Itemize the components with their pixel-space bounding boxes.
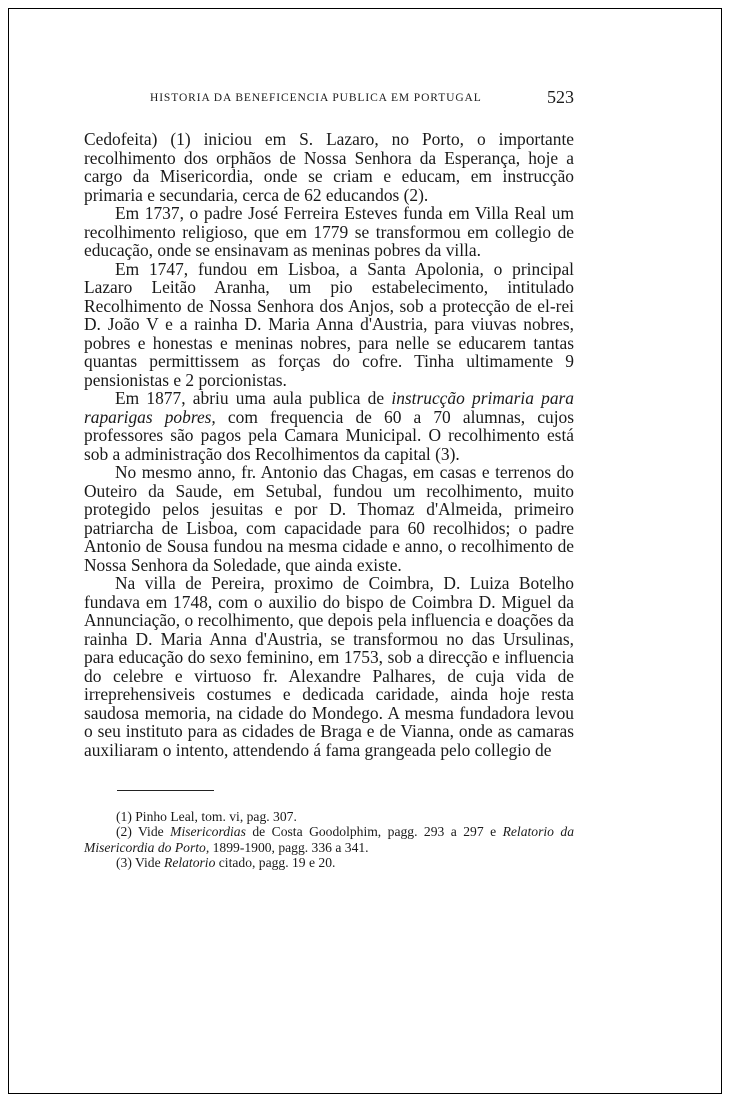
footnotes	[84, 809, 574, 871]
running-title: HISTORIA DA BENEFICENCIA PUBLICA EM PORTUGAL	[150, 92, 482, 104]
paragraph	[84, 130, 574, 204]
footnote	[84, 855, 574, 870]
text-run: 1899-1900, pagg. 336 a 341.	[209, 839, 369, 855]
footnote	[84, 809, 574, 824]
paragraph	[84, 204, 574, 260]
page-header	[84, 86, 574, 108]
text-run: de Costa Goodolphim, pagg. 293 a 297 e	[245, 824, 503, 840]
paragraph	[84, 260, 574, 390]
paragraph	[84, 463, 574, 574]
italic-text: Relatorio	[164, 855, 216, 871]
text-run: Em 1747, fundou em Lisboa, a Santa Apolonia, o principal Lazaro Leitão Aranha, um pio estabelecimento, intitulado Recolhimento de Nossa Senhora dos Anjos, sob a protecção de el-rei D. João V e a rainha D. Maria Anna d'Austria, para viuvas nobres, pobres e honestas e meninas nobres, para nelle se educarem tantas quantas permittissem as forças do cofre. Tinha ultimamente 9 pensionistas e 2 porcionistas.	[84, 258, 574, 390]
text-run: Em 1877, abriu uma aula publica de	[115, 388, 392, 408]
text-run: No mesmo anno, fr. Antonio das Chagas, em casas e terrenos do Outeiro da Saude, em Setubal, fundou um recolhimento, muito protegido pelos jesuitas e por D. Thomaz d'Almeida, primeiro patriarcha de Lisboa, com capacidade para 60 recolhidos; o padre Antonio de Sousa fundou na mesma cidade e anno, o recolhimento de Nossa Senhora da Soledade, que ainda existe.	[84, 462, 574, 575]
italic-text: Misericordias	[170, 824, 246, 840]
page-number: 523	[547, 87, 574, 107]
footnote-rule	[117, 790, 214, 791]
italic-text: Relatorio da Misericordia do Porto,	[84, 824, 574, 855]
paragraph	[84, 574, 574, 759]
text-run: (1) Pinho Leal, tom. vi, pag. 307.	[116, 809, 297, 824]
text-run: (3) Vide	[116, 855, 165, 871]
text-run: (2) Vide	[116, 824, 171, 840]
text-run: com frequencia de 60 a 70 alumnas, cujos professores são pagos pela Camara Municipal. O recolhimento está sob a administração dos Recolhimentos da capital (3).	[84, 406, 574, 464]
paragraph	[84, 389, 574, 463]
text-run: Em 1737, o padre José Ferreira Esteves funda em Villa Real um recolhimento religioso, que em 1779 se transformou em collegio de educação, onde se ensinavam as meninas pobres da villa.	[84, 203, 574, 260]
body-text	[84, 130, 574, 759]
footnote	[84, 824, 574, 855]
text-run: citado, pagg. 19 e 20.	[215, 855, 336, 871]
book-page	[84, 86, 574, 871]
text-run: Na villa de Pereira, proximo de Coimbra, D. Luiza Botelho fundava em 1748, com o auxilio do bispo de Coimbra D. Miguel da Annunciação, o recolhimento, que depois pela influencia e doações da rainha D. Maria Anna d'Austria, se transformou no das Ursulinas, para educação do sexo feminino, em 1753, sob a direcção e influencia do celebre e virtuoso fr. Alexandre Palhares, de cuja vida de irreprehensiveis costumes e dedicada caridade, ainda hoje resta saudosa memoria, na cidade do Mondego. A mesma fundadora levou o seu instituto para as cidades de Braga e de Vianna, onde as camaras auxiliaram o intento, attendendo á fama grangeada pelo collegio de	[84, 573, 574, 760]
italic-text: instrucção primaria para raparigas pobres,	[84, 388, 574, 427]
text-run: Cedofeita) (1) iniciou em S. Lazaro, no Porto, o importante recolhimento dos orphãos de Nossa Senhora da Esperança, hoje a cargo da Misericordia, onde se criam e educam, em instrucção primaria e secundaria, cerca de 62 educandos (2).	[84, 129, 574, 205]
